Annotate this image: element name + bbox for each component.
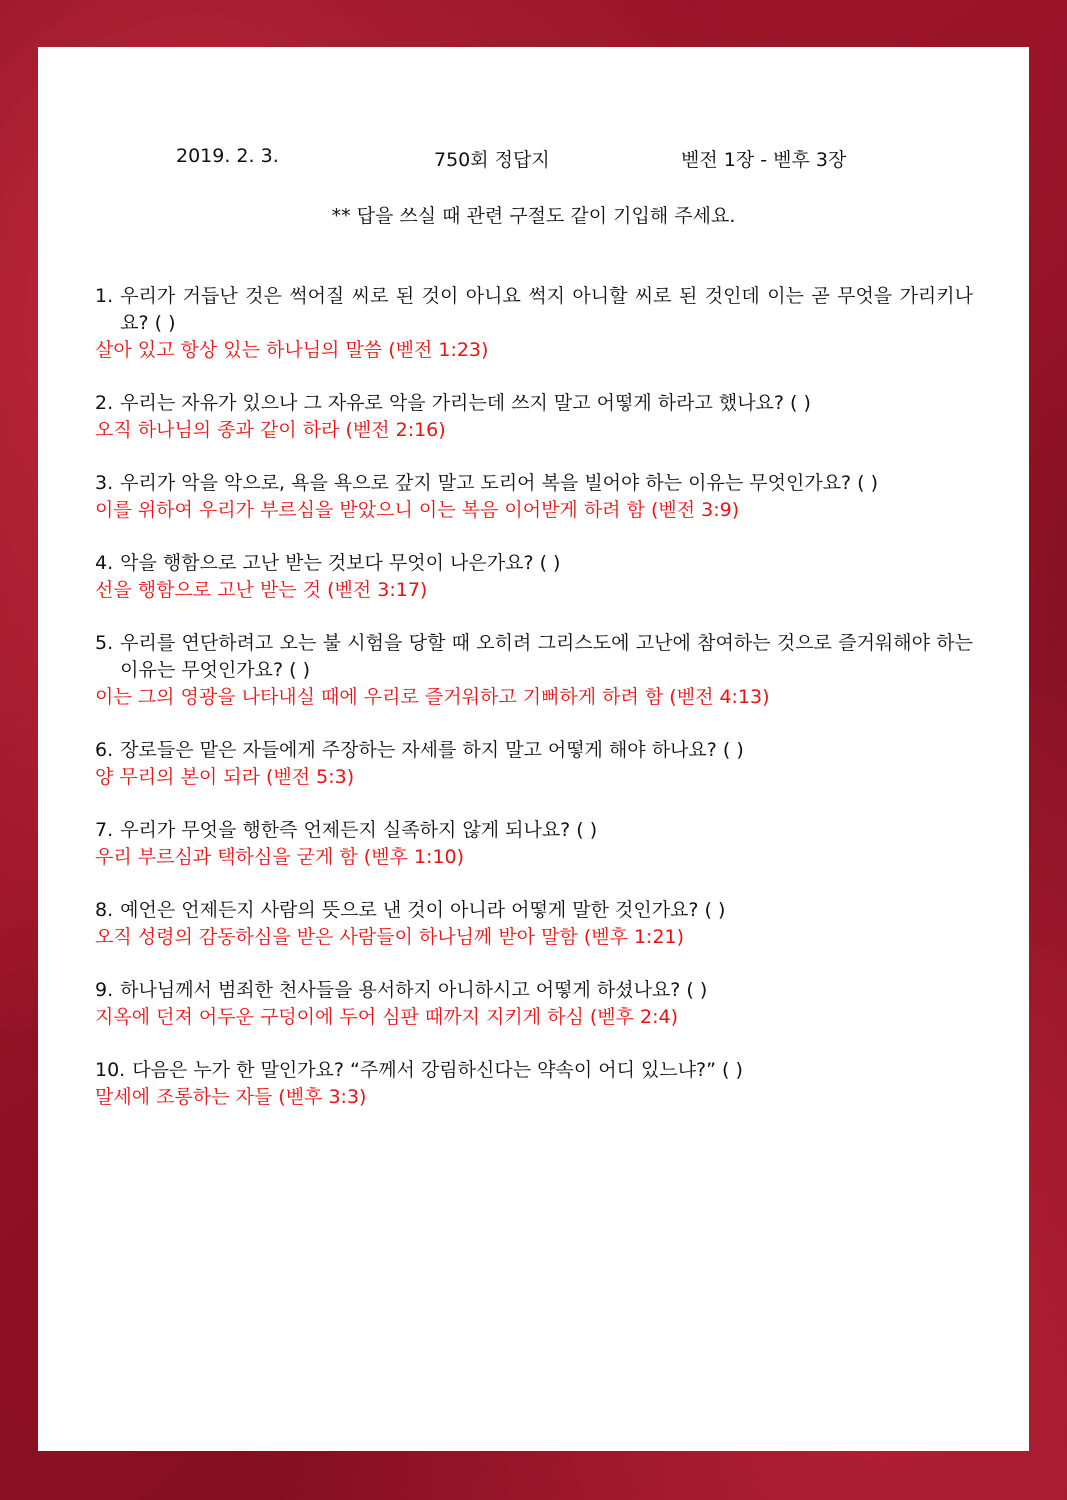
question-number: 3. bbox=[95, 472, 114, 494]
question bbox=[95, 817, 973, 844]
header-round-title: 750회 정답지 bbox=[434, 149, 550, 171]
question bbox=[95, 737, 973, 764]
header-date: 2019. 2. 3. bbox=[176, 145, 279, 167]
question-item bbox=[95, 897, 973, 951]
question-item bbox=[95, 1057, 973, 1111]
answer-text: 이는 그의 영광을 나타내실 때에 우리로 즐거워하고 기뻐하게 하려 함 (벧전 4:13) bbox=[95, 686, 770, 708]
question-text: 우리가 무엇을 행한즉 언제든지 실족하지 않게 되나요? ( ) bbox=[120, 819, 598, 841]
question-number: 4. bbox=[95, 552, 114, 574]
answer-sheet-page bbox=[38, 47, 1029, 1451]
answer-text: 우리 부르심과 택하심을 굳게 함 (벧후 1:10) bbox=[95, 846, 465, 868]
question bbox=[95, 977, 973, 1004]
question-number: 7. bbox=[95, 819, 114, 841]
question-text: 하나님께서 범죄한 천사들을 용서하지 아니하시고 어떻게 하셨나요? ( ) bbox=[120, 979, 708, 1001]
question bbox=[95, 897, 973, 924]
question-number: 1. bbox=[95, 285, 114, 307]
question-number: 5. bbox=[95, 632, 114, 654]
question-item bbox=[95, 390, 973, 444]
answer-text: 선을 행함으로 고난 받는 것 (벧전 3:17) bbox=[95, 579, 428, 601]
question-number: 2. bbox=[95, 392, 114, 414]
question bbox=[95, 550, 973, 577]
question-number: 9. bbox=[95, 979, 114, 1001]
answer-text: 이를 위하여 우리가 부르심을 받았으니 이는 복음 이어받게 하려 함 (벧전 3:9) bbox=[95, 499, 740, 521]
question-text: 악을 행함으로 고난 받는 것보다 무엇이 나은가요? ( ) bbox=[120, 552, 561, 574]
question-text: 예언은 언제든지 사람의 뜻으로 낸 것이 아니라 어떻게 말한 것인가요? ( ) bbox=[120, 899, 726, 921]
question-item bbox=[95, 737, 973, 791]
answer-text: 지옥에 던져 어두운 구덩이에 두어 심판 때까지 지키게 하심 (벧후 2:4) bbox=[95, 1006, 679, 1028]
question-text: 우리가 거듭난 것은 썩어질 씨로 된 것이 아니요 썩지 아니할 씨로 된 것인데 이는 곧 무엇을 가리키나요? ( ) bbox=[120, 285, 973, 334]
question-item bbox=[95, 283, 973, 364]
answer-text: 오직 하나님의 종과 같이 하라 (벧전 2:16) bbox=[95, 419, 446, 441]
question-number: 10. bbox=[95, 1059, 126, 1081]
sheet-header bbox=[38, 145, 1029, 171]
question bbox=[95, 390, 973, 417]
question-item bbox=[95, 817, 973, 871]
question-item bbox=[95, 470, 973, 524]
answer-text: 살아 있고 항상 있는 하나님의 말씀 (벧전 1:23) bbox=[95, 339, 489, 361]
question-text: 우리는 자유가 있으나 그 자유로 악을 가리는데 쓰지 말고 어떻게 하라고 했나요? ( ) bbox=[120, 392, 811, 414]
answer-text: 오직 성령의 감동하심을 받은 사람들이 하나님께 받아 말함 (벧후 1:21) bbox=[95, 926, 685, 948]
question bbox=[95, 630, 973, 684]
question-list bbox=[95, 283, 973, 1137]
question bbox=[95, 1057, 973, 1084]
question-number: 8. bbox=[95, 899, 114, 921]
question-item bbox=[95, 630, 973, 711]
answer-text: 양 무리의 본이 되라 (벧전 5:3) bbox=[95, 766, 355, 788]
question-text: 우리를 연단하려고 오는 불 시험을 당할 때 오히려 그리스도에 고난에 참여하는 것으로 즐거워해야 하는 이유는 무엇인가요? ( ) bbox=[120, 632, 973, 681]
question-number: 6. bbox=[95, 739, 114, 761]
question-item bbox=[95, 550, 973, 604]
question-text: 장로들은 맡은 자들에게 주장하는 자세를 하지 말고 어떻게 해야 하나요? ( ) bbox=[120, 739, 744, 761]
question-text: 다음은 누가 한 말인가요? “주께서 강림하신다는 약속이 어디 있느냐?” ( ) bbox=[132, 1059, 743, 1081]
header-chapter-range: 벧전 1장 - 벧후 3장 bbox=[681, 149, 847, 171]
question-text: 우리가 악을 악으로, 욕을 욕으로 갚지 말고 도리어 복을 빌어야 하는 이유는 무엇인가요? ( ) bbox=[120, 472, 879, 494]
instruction-note: ** 답을 쓰실 때 관련 구절도 같이 기입해 주세요. bbox=[331, 205, 736, 227]
question bbox=[95, 470, 973, 497]
answer-text: 말세에 조롱하는 자들 (벧후 3:3) bbox=[95, 1086, 367, 1108]
question-item bbox=[95, 977, 973, 1031]
question bbox=[95, 283, 973, 337]
